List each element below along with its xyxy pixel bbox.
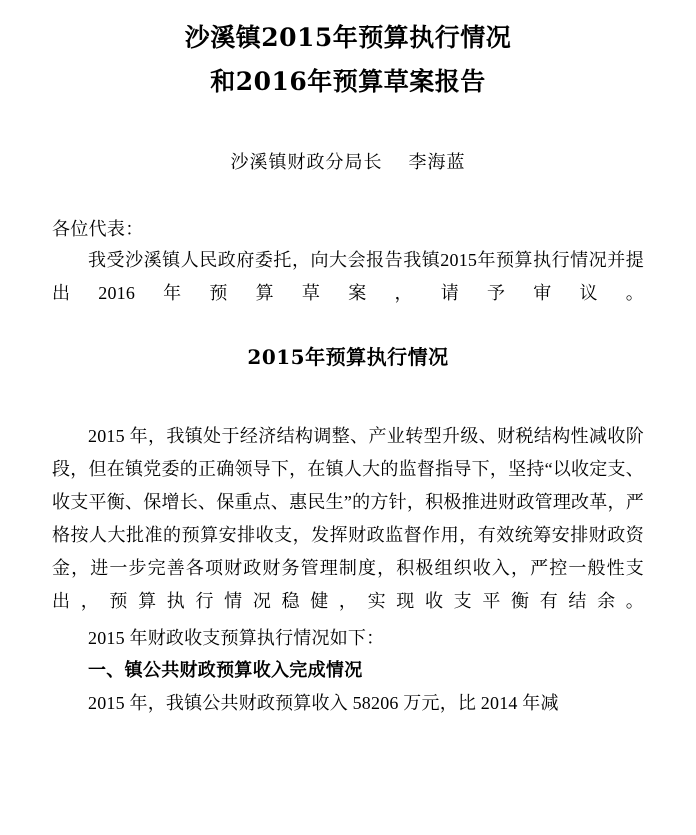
- document-title-line-1: 沙溪镇2015年预算执行情况: [184, 23, 512, 52]
- byline-name: 李海蓝: [408, 152, 466, 172]
- main-paragraph: 2015 年，我镇处于经济结构调整、产业转型升级、财税结构性减收阶段，但在镇党委的正确领导下，在镇人大的监督指导下，坚持“以收定支、收支平衡、保增长、保重点、惠民生”的方针，积极推进财政管理改革，严格按人大批准的预算安排收支，发挥财政监督作用，有效统筹安排财政资金，进一步完善各项财政财务管理制度，积极组织收入，严控一般性支出，预算执行情况稳健，实现收支平衡有结余。: [52, 426, 644, 611]
- byline: [52, 148, 644, 176]
- body-block: [52, 420, 644, 720]
- lead-in-paragraph: 2015 年财政收支预算执行情况如下：: [88, 628, 385, 648]
- subsection-paragraph: 2015 年，我镇公共财政预算收入 58206 万元，比 2014 年减: [88, 693, 559, 713]
- byline-role: 沙溪镇财政分局长: [230, 152, 383, 172]
- section-heading: 2015年预算执行情况: [247, 345, 449, 369]
- intro-paragraph: 我受沙溪镇人民政府委托，向大会报告我镇2015年预算执行情况并提出2016年预算草案，请予审议。: [52, 250, 644, 303]
- salutation: 各位代表：: [52, 219, 144, 239]
- subsection-heading: 一、镇公共财政预算收入完成情况: [88, 660, 363, 681]
- document-title: [52, 16, 644, 104]
- document-title-line-2: 和2016年预算草案报告: [210, 67, 486, 96]
